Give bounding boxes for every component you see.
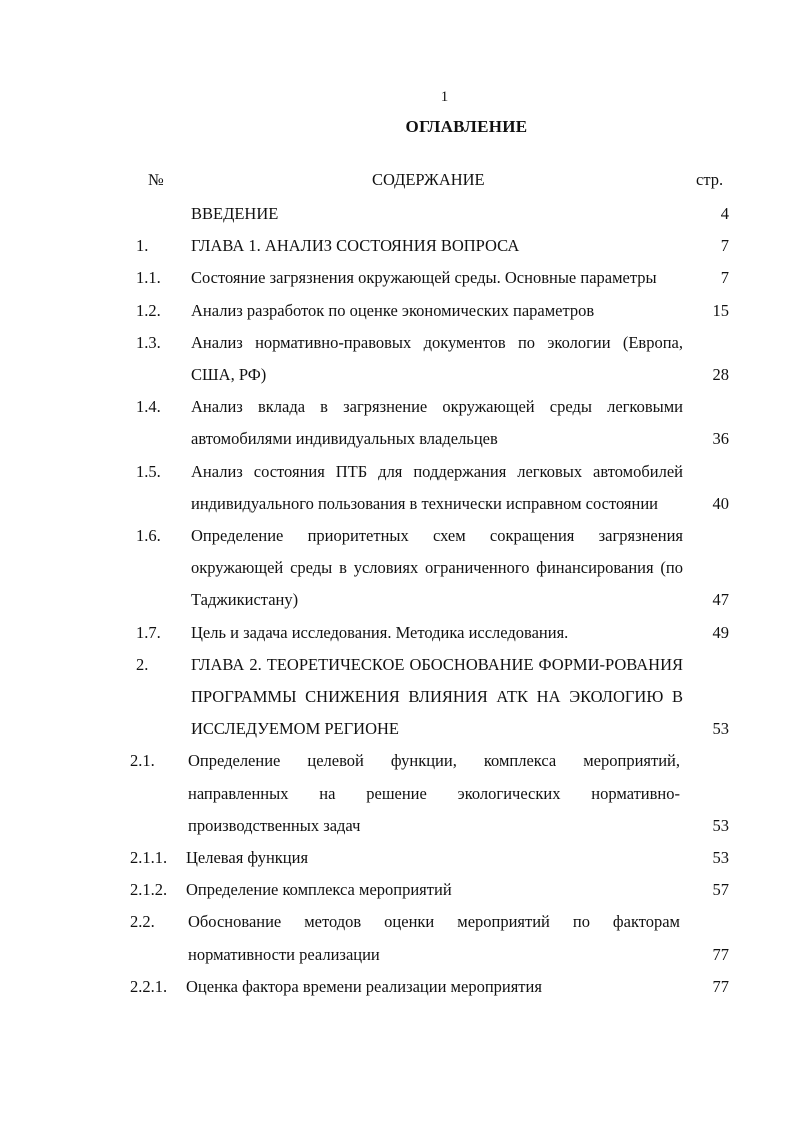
entry-text: ГЛАВА 1. АНАЛИЗ СОСТОЯНИЯ ВОПРОСА (191, 236, 520, 256)
entry-page: 77 (712, 944, 729, 964)
header-content: СОДЕРЖАНИЕ (372, 170, 485, 189)
toc-entry (0, 874, 793, 906)
toc-entry (0, 842, 793, 874)
page-title: ОГЛАВЛЕНИЕ (405, 117, 528, 136)
toc-entry (0, 391, 793, 455)
entry-page: 47 (712, 590, 729, 610)
entry-text: Анализ нормативно-правовых документов по экологии (Европа, США, РФ) (191, 332, 683, 385)
entry-text: Определение приоритетных схем сокращения загрязнения окружающей среды в условиях ограниченного финансирования (по Таджикистану) (191, 526, 683, 610)
entry-page: 40 (712, 493, 729, 513)
entry-page: 77 (712, 976, 729, 996)
entry-number: 1.7. (136, 622, 161, 642)
entry-number: 1.4. (136, 397, 161, 417)
entry-text: Анализ разработок по оценке экономических параметров (191, 300, 595, 320)
entry-page: 53 (712, 815, 729, 835)
entry-text: Цель и задача исследования. Методика исследования. (191, 622, 569, 642)
entry-number: 2.1.1. (130, 848, 168, 868)
entry-number: 1.5. (136, 461, 161, 481)
entry-text: Анализ вклада в загрязнение окружающей среды легковыми автомобилями индивидуальных владельцев (191, 397, 683, 449)
toc-entry (0, 456, 793, 520)
toc-header (0, 170, 793, 194)
entry-page: 28 (712, 365, 729, 385)
toc-entry (0, 520, 793, 617)
header-number: № (148, 170, 164, 189)
entry-text: ВВЕДЕНИЕ (191, 204, 279, 223)
toc-entry (0, 745, 793, 842)
entry-number: 2. (136, 654, 149, 674)
entry-number: 1.2. (136, 300, 161, 320)
entry-page: 15 (712, 300, 729, 320)
entry-text: Определение комплекса мероприятий (186, 880, 452, 900)
entry-page: 53 (712, 719, 729, 739)
entry-text: Целевая функция (186, 848, 309, 868)
page-number: 1 (440, 89, 449, 105)
entry-number: 1.1. (136, 268, 161, 288)
entry-number: 1.6. (136, 526, 161, 546)
entry-page: 7 (720, 236, 729, 256)
entry-number: 1. (136, 236, 149, 256)
toc-entry (0, 971, 793, 1003)
toc-entry (0, 295, 793, 327)
entry-page: 4 (720, 204, 729, 223)
entry-page: 57 (712, 880, 729, 900)
entry-page: 7 (720, 268, 729, 288)
toc-entry (0, 262, 793, 294)
toc-entry (0, 230, 793, 262)
entry-text: Оценка фактора времени реализации мероприятия (186, 976, 542, 996)
toc-entry (0, 906, 793, 970)
toc-entry (0, 327, 793, 391)
entry-page: 36 (712, 429, 729, 449)
toc-entry (0, 649, 793, 746)
entry-page: 49 (712, 622, 729, 642)
entry-text: Обоснование методов оценки мероприятий по факторам нормативности реализации (188, 912, 680, 964)
entry-text: Состояние загрязнения окружающей среды. Основные параметры (191, 268, 657, 288)
entry-number: 1.3. (136, 332, 161, 352)
toc-entry (0, 617, 793, 649)
entry-text: ГЛАВА 2. ТЕОРЕТИЧЕСКОЕ ОБОСНОВАНИЕ ФОРМИ-РОВАНИЯ ПРОГРАММЫ СНИЖЕНИЯ ВЛИЯНИЯ АТК НА ЭКОЛОГИЮ В ИССЛЕДУЕМОМ РЕГИОНЕ (191, 654, 683, 739)
entry-text: Анализ состояния ПТБ для поддержания легковых автомобилей индивидуального пользования в технически исправном состоянии (191, 461, 683, 513)
entry-page: 53 (712, 848, 729, 868)
entry-number: 2.1. (130, 751, 155, 771)
entry-number: 2.1.2. (130, 880, 168, 900)
header-page: стр. (696, 170, 724, 189)
toc-entry (0, 198, 793, 230)
entry-number: 2.2. (130, 912, 155, 932)
entry-number: 2.2.1. (130, 976, 168, 996)
table-of-contents (0, 198, 793, 1003)
entry-text: Определение целевой функции, комплекса мероприятий, направленных на решение экологических нормативно-производственных задач (188, 751, 680, 835)
